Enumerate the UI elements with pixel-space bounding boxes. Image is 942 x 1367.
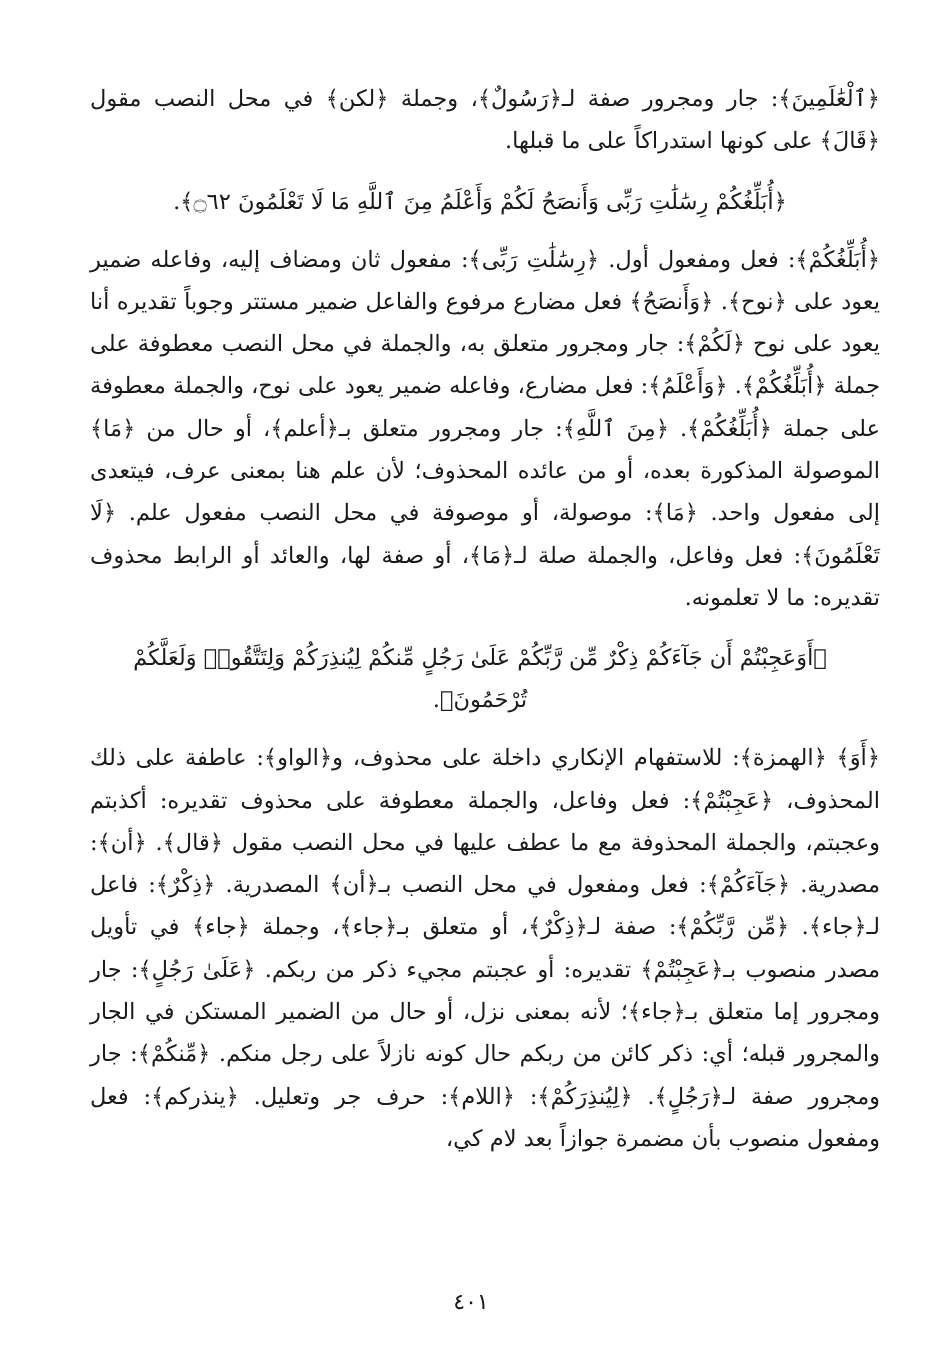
- paragraph-awa-ajibtum: ﴿أَوَ﴾ ﴿الهمزة﴾: للاستفهام الإنكاري داخلة على محذوف، و﴿الواو﴾: عاطفة على ذلك المحذوف، ﴿عَجِبْتُمْ﴾: فعل وفاعل، والجملة معطوفة على محذوف تقديره: أكذبتم وعجبتم، والجملة المحذوفة مع ما عطف عليها في محل النصب مقول ﴿قال﴾. ﴿أن﴾: مصدرية. ﴿جَآءَكُمْ﴾: فعل ومفعول في محل النصب بـ﴿أن﴾ المصدرية. ﴿ذِكْرٌ﴾: فاعل لـ﴿جاء﴾. ﴿مِّن رَّبِّكُمْ﴾: صفة لـ﴿ذِكْرٌ﴾، أو متعلق بـ﴿جاء﴾، وجملة ﴿جاء﴾ في تأويل مصدر منصوب بـ﴿عَجِبْتُمْ﴾ تقديره: أو عجبتم مجيء ذكر من ربكم. ﴿عَلَىٰ رَجُلٍ﴾: جار ومجرور إما متعلق بـ﴿جاء﴾؛ لأنه بمعنى نزل، أو حال من الضمير المستكن في الجار والمجرور قبله؛ أي: ذكر كائن من ربكم حال كونه نازلاً على رجل منكم. ﴿مِّنكُمْ﴾: جار ومجرور صفة لـ﴿رَجُلٍ﴾. ﴿لِيُنذِرَكُمْ﴾: ﴿اللام﴾: حرف جر وتعليل. ﴿ينذركم﴾: فعل ومفعول منصوب بأن مضمرة جوازاً بعد لام كي،: [90, 745, 880, 1152]
- page-number: ٤٠١: [453, 1290, 489, 1315]
- quran-verse-62: ﴿أُبَلِّغُكُمْ رِسَٰلَٰتِ رَبِّى وَأَنصَحُ لَكُمْ وَأَعْلَمُ مِنَ ٱللَّهِ مَا لَا تَعْلَمُونَ ۝٦٢﴾.: [173, 188, 787, 215]
- paragraph-ublighukum: ﴿أُبَلِّغُكُمْ﴾: فعل ومفعول أول. ﴿رِسَٰلَٰتِ رَبِّى﴾: مفعول ثان ومضاف إليه، وفاعله ضمير يعود على ﴿نوح﴾. ﴿وَأَنصَحُ﴾ فعل مضارع مرفوع والفاعل ضمير مستتر وجوباً تقديره أنا يعود على نوح ﴿لَكُمْ﴾: جار ومجرور متعلق به، والجملة في محل النصب معطوفة على جملة ﴿أُبَلِّغُكُمْ﴾. ﴿وَأَعْلَمُ﴾: فعل مضارع، وفاعله ضمير يعود على نوح، والجملة معطوفة على جملة ﴿أُبَلِّغُكُمْ﴾. ﴿مِنَ ٱللَّهِ﴾: جار ومجرور متعلق بـ﴿أعلم﴾، أو حال من ﴿مَا﴾ الموصولة المذكورة بعده، أو من عائده المحذوف؛ لأن علم هنا بمعنى عرف، فيتعدى إلى مفعول واحد. ﴿مَا﴾: موصولة، أو موصوفة في محل النصب مفعول علم. ﴿لَا تَعْلَمُونَ﴾: فعل وفاعل، والجملة صلة لـ﴿مَا﴾، أو صفة لها، والعائد أو الرابط محذوف تقديره: ما لا تعلمونه.: [90, 246, 880, 611]
- paragraph-alamin: ﴿ٱلْعَٰلَمِينَ﴾: جار ومجرور صفة لـ﴿رَسُولٌ﴾، وجملة ﴿لكن﴾ في محل النصب مقول ﴿قَالَ﴾ على كونها استدراكاً على ما قبلها.: [90, 86, 880, 155]
- quran-verse-63: ﴿أَوَعَجِبْتُمْ أَن جَآءَكُمْ ذِكْرٌ مِّن رَّبِّكُمْ عَلَىٰ رَجُلٍ مِّنكُمْ لِيُنذِرَكُمْ وَلِتَتَّقُوا۟ وَلَعَلَّكُمْ تُرْحَمُونَ﴾.: [133, 645, 827, 714]
- page-body: [90, 78, 880, 1160]
